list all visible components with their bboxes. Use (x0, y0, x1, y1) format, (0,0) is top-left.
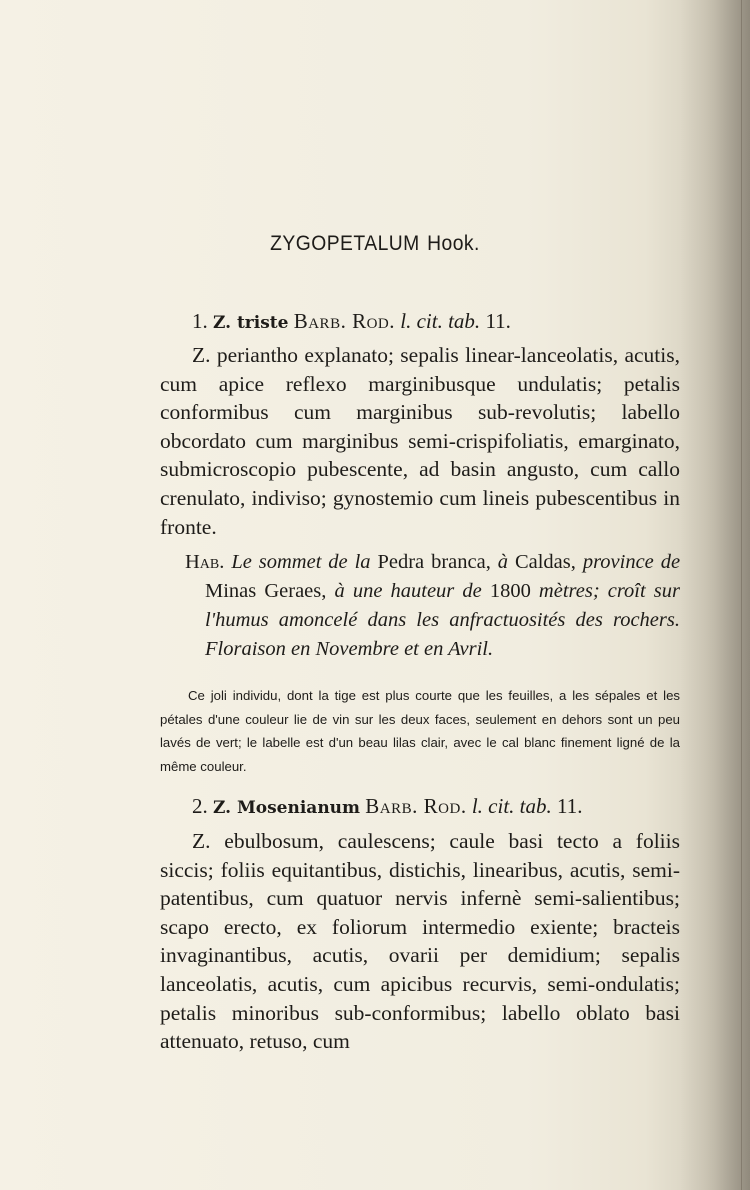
genus-title (30, 232, 720, 256)
page-edge (741, 0, 742, 1190)
entry-2-description: Z. ebulbosum, caulescens; caule basi tecto a foliis siccis; foliis equitantibus, distichis, linearibus, acutis, semi-patentibus, cum quatuor nervis infernè semi-salientibus; scapo erecto, ex foliorum intermedio exiente; bracteis invaginantibus, acutis, ovarii per demidium; sepalis lanceolatis, acutis, cum apicibus recurvis, semi-ondulatis; petalis minoribus sub-conformibus; labello oblato basi attenuato, retuso, cum (160, 829, 680, 1054)
citation-loc: l. (471, 794, 483, 818)
species-author: Barb. Rod. (365, 794, 467, 818)
entry-1-description: Z. periantho explanato; sepalis linear-lanceolatis, acutis, cum apice reflexo marginibusque undulatis; petalis conformibus cum marginibus sub-revolutis; labello obcordato cum marginibus semi-crispifoliatis, emarginato, submicroscopio pubescente, ad basin angusto, cum callo crenulato, indiviso; gynostemio cum lineis pubescentibus in fronte. (160, 343, 680, 539)
genus-authority: Hook. (427, 232, 480, 255)
habitat-place: Caldas, (514, 551, 576, 573)
citation-cit: cit. (416, 309, 443, 333)
entry-2-heading (192, 794, 583, 819)
entry-1-note: Ce joli individu, dont la tige est plus courte que les feuilles, a les sépales et les pétales d'une couleur lie de vin sur les deux faces, seulement en dehors sont un peu lavés de vert; le labelle est d'un beau lilas clair, avec le cal blanc finement ligné de la même couleur. (160, 688, 680, 774)
genus-name: ZYGOPETALUM (270, 232, 420, 255)
page-gutter-shadow (680, 0, 750, 1190)
citation-tab-number: 11. (485, 309, 511, 333)
habitat-text: Le sommet de la (231, 551, 371, 573)
habitat-text: à une hauteur de (334, 580, 482, 602)
species-name: Z. Mosenianum (213, 798, 361, 818)
species-author: Barb. Rod. (293, 309, 395, 333)
habitat-altitude: 1800 (489, 580, 531, 602)
habitat-text: à (497, 551, 509, 573)
entry-number: 2. (192, 794, 208, 818)
species-name: Z. triste (213, 313, 289, 333)
habitat-text: mètres; croît sur l'humus amoncelé dans les anfractuosités des rochers. Floraison en Novembre et en Avril. (205, 580, 680, 660)
entry-1-heading (192, 309, 511, 334)
entry-1-habitat (185, 548, 681, 664)
habitat-place: Pedra branca, (377, 551, 491, 573)
habitat-text: province de (582, 551, 681, 573)
habitat-label: Hab. (185, 551, 225, 573)
citation-loc: l. (400, 309, 412, 333)
habitat-place: Minas Geraes, (205, 580, 327, 602)
citation-tab: tab. (519, 794, 552, 818)
entry-number: 1. (192, 309, 208, 333)
citation-tab: tab. (448, 309, 481, 333)
citation-tab-number: 11. (557, 794, 583, 818)
citation-cit: cit. (488, 794, 515, 818)
